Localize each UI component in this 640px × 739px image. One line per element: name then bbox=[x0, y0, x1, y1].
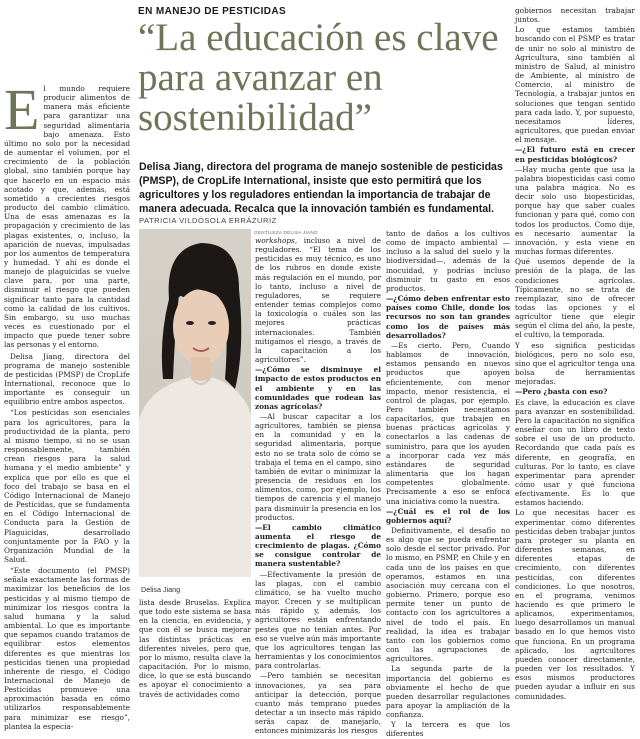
lead-paragraph: l mundo requiere producir alimentos de manera más eficiente para garantizar una seguridad alimentaria bajo amenaza. Esto último no solo por la necesidad de aumentar el volumen, por el crecimiento de la población global, sino también porque hay que hacerlo en un espacio más acotado y que, además, está sometido a crecientes riesgos producto del cambio climático. Una de esas amenazas es la propagación y crecimiento de las plagas existentes, o, incluso, la aparición de nuevas, impulsadas por los aumentos de temperatura y humedad. Y ahí es donde el manejo de plaguicidas se vuelve clave para, por una parte, disminuir el riesgo que pueden significar tanto para la cantidad como la calidad de los cultivos. Sin embargo, su uso muchas veces es cuestionado por el impacto que puede tener sobre las personas y el entorno. bbox=[4, 84, 130, 350]
interview-answer: La segunda parte de la importancia del gobierno es obviamente el hecho de que pueden desarrollar regulaciones para apoyar la ampliación de la confianza. bbox=[386, 664, 510, 720]
interview-answer: Lo que necesitas hacer es experimentar cómo diferentes pesticidas deben trabajar juntos para proteger su planta en diferentes semanas, en diferentes etapas de crecimiento, con diferentes pesticidas, con diferentes condiciones. Lo que nosotros, en el programa, venimos haciendo es que primero le aplicamos, experimentamos, luego desarrollamos un manual basado en lo que hemos visto que funciona. En un programa aplicado, los agricultores pueden conocer directamente, pueden ver los resultados. Y esos mismos productores pueden ayudar a influir en sus comunidades. bbox=[515, 508, 635, 701]
interview-question: —El cambio climático aumenta el riesgo de crecimiento de plagas. ¿Cómo se consigue controlar de manera sustentable? bbox=[255, 522, 381, 569]
paragraph: Delisa Jiang, directora del programa de manejo sostenible de pesticidas (PMSP) de CropLife International, reconoce que lo importante es conseguir un equilibrio entre ambos aspectos. bbox=[4, 351, 130, 407]
portrait-photo bbox=[139, 229, 251, 577]
interview-answer: Es clave, la educación es clave para avanzar en sostenibilidad. Pero la capacitación no significa enseñar con un libro de texto sobre el uso de un producto. Recordando que cada país es diferente, en geografía, en culturas. Por lo tanto, es clave experimentar para aprender cómo usar y qué funciona efectivamente. Es lo que estamos haciendo. bbox=[515, 397, 635, 508]
paragraph: gobiernos necesitan trabajar juntos. bbox=[515, 6, 635, 25]
paragraph: Lo que estamos también buscando con el PSMP es tratar de unir no solo al ministro de Agricultura, sino también al ministro de Salud, al ministro de Ambiente, al ministro de Comercio, al ministro de Tecnología, a trabajar juntos en soluciones que tengan sentido para cada lado. Y, por supuesto, necesitamos líderes, agricultores, que puedan enviar el mensaje. bbox=[515, 25, 635, 145]
interview-question: —¿Cómo se disminuye el impacto de estos productos en el ambiente y en las comunidades que rodean las zonas agrícolas? bbox=[255, 365, 381, 411]
photo-credit: GENTILEZA DELISA JIANG bbox=[254, 230, 319, 235]
interview-question: —Pero ¿basta con eso? bbox=[515, 387, 608, 397]
interview-answer: Qué usemos depende de la presión de la plaga, de las condiciones agrícolas. Típicamente, no se trata de reemplazar, sino de ofrecer todas las opciones y el agricultor tiene que elegir según el clima del año, la peste, el cultivo, la temporada. bbox=[515, 257, 635, 340]
interview-answer: —Hay mucha gente que usa la palabra biopesticidas casi como una palabra mágica. No es decir solo uso biopesticidas, porque hay que saber cuales funcionan y para qué, como con todos los productos. Como dije, es necesario aumentar la innovación, y esta viene en muchas formas diferentes. bbox=[515, 164, 635, 257]
interview-answer: —Efectivamente la presión de las plagas, con el cambio climático, se ha vuelto mucho mayor. Crecen y se multiplican más rápido y, además, los agricultores están enfrentando pestes que no tenían antes. Por eso se vuelve aún más importante que los agricultores tengan las herramientas y los conocimientos para controlarlas. bbox=[255, 569, 381, 671]
paragraph: “Este documento (el PMSP) señala exactamente las formas de maximizar los beneficios de los pesticidas y al mismo tiempo de minimizar los riesgos contra la salud humana y la salud ambiental. Lo que es importante que sepamos cuando tratamos de equilibrar estos elementos diferentes es que mientras los pesticidas tienen una propiedad inherente de riesgo, el Código Internacional de Manejo de Pesticidas promueve una aproximación basada en cómo utilizarlos responsablemente para minimizar ese riesgo”, plantea la especia- bbox=[4, 566, 130, 731]
deck: Delisa Jiang, directora del programa de manejo sostenible de pesticidas (PMSP), de CropLife International, insiste que esto permitirá que los agricultores y los reguladores entiendan la importancia de trabajar de manera adecuada. Recalca que la innovación también es fundamental. bbox=[139, 161, 503, 215]
interview-answer: —Pero también se necesitan innovaciones, ya sea para anticipar la detección, porque cuanto más temprano puedes detectar a un insecto más rápido serás capaz de manejarlo, entonces minimizarás los riesgos bbox=[255, 671, 381, 736]
emphasis: workshops bbox=[255, 236, 295, 245]
byline: PATRICIA VILDÓSOLA ERRÁZURIZ bbox=[139, 216, 277, 225]
interview-question: —¿Cómo deben enfrentar esto países como Chile, donde los recursos no son tan grandes como los de países más desarrollados? bbox=[386, 294, 510, 340]
portrait-illustration bbox=[139, 229, 251, 577]
interview-question: —¿Cuál es el rol de los gobiernos aquí? bbox=[386, 506, 510, 525]
interview-answer: —Al buscar capacitar a los agricultores, también se piensa en la comunidad y en la seguridad alimentaria, porque esto no se trata solo de cómo se trabaja el tema en el campo, sino también de evitar o minimizar la presencia de residuos en los alimentos, como, por ejemplo, los tiempos de carencia y el manejo para disminuir la presencia en los productos. bbox=[255, 411, 381, 522]
paragraph: lista desde Bruselas. Explica que todo este sistema se basa en la ciencia, en evidencia, y que con él se busca mejorar las distintas prácticas en diferentes niveles, pero que, por lo mismo, resulta clave la capacitación. Por lo mismo, dice, lo que se está buscando es apoyar el conocimiento a través de actividades como bbox=[139, 598, 251, 699]
article-column-below-photo bbox=[139, 598, 251, 699]
paragraph: “Los pesticidas son esenciales para los agricultores, para la productividad de la planta, pero al mismo tiempo, si no se usan responsablemente, también crean riesgos para la salud humana y el medio ambiente” y explica que por ello es que el foco del trabajo se basa en el Código Internacional de Manejo de Pesticidas, que se fundamenta en el Código Internacional de Conducta para la Gestión de Plaguicidas, desarrollado conjuntamente por la FAO y la Organización Mundial de la Salud. bbox=[4, 408, 130, 564]
paragraph bbox=[255, 236, 381, 364]
article-column-4 bbox=[386, 229, 510, 739]
drop-cap: E bbox=[4, 77, 40, 142]
paragraph-text: , incluso a nivel de reguladores. “El tema de los pesticidas es muy técnico, es uno de los rubros en donde existe más regulación en el mundo, por lo tanto, incluso a nivel de reguladores, se requiere entender temas complejos como la toxicología o cuáles son las mejores prácticas internacionales. También mitigamos el riesgo, a través de la capacitación a los agricultores”. bbox=[255, 236, 381, 365]
headline: “La educación es clave para avanzar en sostenibilidad” bbox=[138, 16, 499, 139]
paragraph: tanto de daños a los cultivos como de impacto ambiental —incluso a la salud del suelo y la biodiversidad—, además de la inocuidad, y podrías incluso disminuir tu gasto en esos productos. bbox=[386, 229, 510, 293]
interview-question: —¿El futuro está en crecer en pesticidas biológicos? bbox=[515, 145, 635, 164]
interview-answer: Definitivamente, el desafío no es algo que se pueda enfrentar solo desde el sector privado. Por lo mismo, en PSMP, en Chile y en cada uno de los países en que operamos, estamos en una asociación muy cercana con el gobierno. Primero, porque eso permite tener un punto de contacto con los agricultores a nivel de todo el país. En realidad, la idea es trabajar tanto con los gobiernos como con las agrupaciones de agricultores. bbox=[386, 526, 510, 664]
article-column-3 bbox=[255, 236, 381, 736]
photo-caption: Delisa Jiang bbox=[141, 585, 181, 594]
section-label: EN MANEJO DE PESTICIDAS bbox=[138, 6, 287, 17]
interview-answer: Y eso significa pesticidas biológicos, pero no solo eso, sino que el agricultor tenga una bolsa de herramientas mejoradas. bbox=[515, 340, 635, 387]
article-column-left bbox=[4, 77, 130, 731]
article-column-right bbox=[515, 6, 635, 701]
interview-answer: Y la tercera es que los diferentes bbox=[386, 720, 510, 739]
interview-answer: —Es cierto. Pero, Cuando hablamos de innovación, estamos pensando en nuevos productos que apoyen eficientemente, con menor impacto, menor resistencia, el control de plagas, por ejemplo. Pero también necesitamos capacitarlos, que trabajen en buenas prácticas agrícolas y conectarlos a las cadenas de suministro, para que los ayuden a incorporar cada vez más estándares de seguridad alimentaria que los hagan competentes globalmente. Precisamente a eso se enfoca una iniciativa como la nuestra. bbox=[386, 340, 510, 506]
